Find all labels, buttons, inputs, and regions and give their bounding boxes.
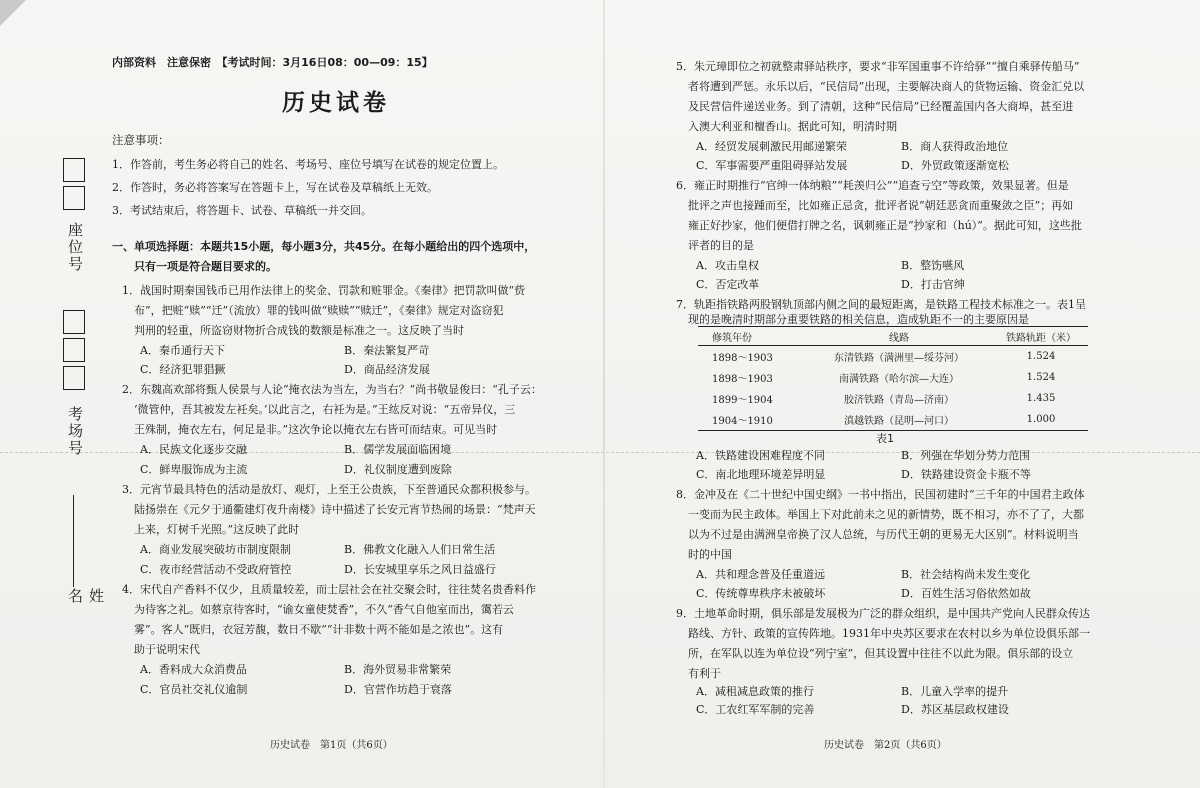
- question-8-option-a[interactable]: A．共和理念普及任重道远: [696, 568, 825, 581]
- question-1-option-a[interactable]: A．秦币通行天下: [140, 344, 225, 357]
- question-9-option-a[interactable]: A．减租减息政策的推行: [696, 685, 814, 698]
- table-header-row: [698, 327, 1088, 346]
- question-5-line: 入澳大利亚和檀香山。据此可知，明清时期: [688, 120, 897, 133]
- question-3-option-c[interactable]: C．夜市经营活动不受政府管控: [140, 563, 292, 576]
- exam-header: 内部资料 注意保密 【考试时间：3月16日08：00—09：15】: [112, 56, 433, 69]
- right-page: [676, 0, 1186, 788]
- note-item: 1．作答前，考生务必将自己的姓名、考场号、座位号填写在试卷的规定位置上。: [112, 158, 504, 171]
- question-1-option-d[interactable]: D．商品经济发展: [344, 363, 430, 376]
- question-8-line: 一变而为民主政体。举国上下对此前未之见的新情势，既不相习，亦不了了，大都: [688, 508, 1084, 521]
- room-box-2[interactable]: [63, 338, 85, 362]
- question-5-line: 者将遭到严惩。永乐以后，“民信局”出现，主要解决商人的货物运输、资金汇兑以: [688, 80, 1085, 93]
- question-3-line: 陆扬崇在《元夕于通衢建灯夜升南楼》诗中描述了长安元宵节热闹的场景：“梵声天: [134, 503, 536, 516]
- question-2-option-a[interactable]: A．民族文化逐步交融: [140, 443, 247, 456]
- question-5-option-b[interactable]: B．商人获得政治地位: [901, 140, 1009, 153]
- question-4-line: 雾”。客人“既归，衣冠芳馥，数日不歇”“计非数十两不能如是之浓也”。这有: [134, 623, 504, 636]
- table-header-gauge: 铁路轨距（米）: [1006, 332, 1076, 344]
- table-cell-gauge: 1.524: [1026, 351, 1056, 362]
- table-cell-year: 1904～1910: [712, 416, 773, 427]
- room-label: 考场号: [66, 406, 84, 457]
- question-6-option-a[interactable]: A．攻击皇权: [696, 259, 759, 272]
- question-5-line: 5．朱元璋即位之初就整肃驿站秩序，要求“非军国重事不许给驿”“擅自乘驿传船马”: [676, 60, 1080, 73]
- page-divider: [603, 0, 605, 788]
- question-7-option-c[interactable]: C．南北地理环境差异明显: [696, 468, 826, 481]
- table-cell-line: 胶济铁路（青岛—济南）: [844, 395, 954, 406]
- question-8-option-d[interactable]: D．百姓生活习俗依然如故: [901, 587, 1031, 600]
- table-header-year: 修筑年份: [712, 332, 752, 344]
- notes-title: 注意事项：: [112, 133, 170, 147]
- table-row: [698, 367, 1088, 388]
- table-cell-gauge: 1.524: [1026, 372, 1056, 383]
- paper-title: 历史试卷: [282, 89, 390, 116]
- question-9-line: 9．土地革命时期，俱乐部是发展极为广泛的群众组织，是中国共产党向人民群众传达: [676, 607, 1090, 620]
- folded-corner: [0, 0, 26, 26]
- question-5-option-a[interactable]: A．经贸发展刺激民用邮递繁荣: [696, 140, 847, 153]
- question-3-option-b[interactable]: B．佛教文化融入人们日常生活: [344, 543, 496, 556]
- table-cell-line: 东清铁路（满洲里—绥芬河）: [834, 353, 964, 364]
- question-8-option-c[interactable]: C．传统尊卑秩序未被破坏: [696, 587, 826, 600]
- table-caption: 表1: [876, 432, 894, 445]
- table-cell-gauge: 1.000: [1026, 414, 1056, 425]
- question-4-line: 助于说明宋代: [134, 643, 200, 656]
- question-4-option-d[interactable]: D．官营作坊趋于衰落: [344, 683, 452, 696]
- table-cell-line: 南满铁路（哈尔滨—大连）: [839, 374, 959, 385]
- question-8-line: 8．金冲及在《二十世纪中国史纲》一书中指出，民国初建时“三千年的中国君主政体: [676, 488, 1085, 501]
- question-6-option-d[interactable]: D．打击官绅: [901, 278, 965, 291]
- question-1-option-c[interactable]: C．经济犯罪猖獗: [140, 363, 226, 376]
- table-row: [698, 388, 1088, 409]
- question-2-line: ‘微管仲，吾其被发左衽矣。’以此言之，右衽为是。”王纮反对说：“五帝异仪，三: [134, 403, 516, 416]
- room-box-1[interactable]: [63, 310, 85, 334]
- question-9-line: 所，在军队以连为单位设“列宁室”，但其设置中往往不以此为限。俱乐部的设立: [688, 647, 1074, 660]
- question-9-line: 路线、方针、政策的宣传阵地。1931年中央苏区要求在农村以乡为单位设俱乐部一: [688, 627, 1090, 640]
- question-2-option-c[interactable]: C．鲜卑服饰成为主流: [140, 463, 248, 476]
- railway-gauge-table: [698, 326, 1088, 431]
- page-footer-right: 历史试卷 第2页（共6页）: [824, 740, 947, 751]
- question-5-line: 及民营信件递送业务。到了清朝，这种“民信局”已经覆盖国内各大商埠，甚至进: [688, 100, 1074, 113]
- question-1-line: 判刑的轻重，所盗窃财物折合成钱的数额是标准之一。这反映了当时: [134, 324, 464, 337]
- question-1-line: 1．战国时期秦国钱币已用作法律上的奖金、罚款和赃罪金。《秦律》把罚款叫做“赀: [122, 284, 526, 297]
- question-3-line: 上来，灯树千光照。”这反映了此时: [134, 523, 300, 536]
- left-page: [112, 0, 552, 788]
- question-2-option-b[interactable]: B．儒学发展面临困境: [344, 443, 452, 456]
- page-footer-left: 历史试卷 第1页（共6页）: [270, 740, 393, 751]
- table-cell-gauge: 1.435: [1026, 393, 1056, 404]
- seat-box-2[interactable]: [63, 186, 85, 210]
- question-6-option-c[interactable]: C．否定改革: [696, 278, 760, 291]
- room-box-3[interactable]: [63, 366, 85, 390]
- question-4-option-a[interactable]: A．香料成大众消费品: [140, 663, 247, 676]
- question-8-line: 以为不过是由满洲皇帝换了汉人总统，与历代王朝的更易无大区别”。材料说明当: [688, 528, 1079, 541]
- question-4-line: 4．宋代自产香料不仅少，且质量较差，而士层社会在社交聚会时，往往焚名贵香料作: [122, 583, 536, 596]
- table-cell-year: 1898～1903: [712, 353, 773, 364]
- question-6-line: 6．雍正时期推行“官绅一体纳粮”“耗羡归公”“追查亏空”等政策，效果显著。但是: [676, 179, 1069, 192]
- question-4-line: 为待客之礼。如蔡京待客时，“谕女童使焚香”，不久“香气自他室而出，霭若云: [134, 603, 514, 616]
- table-cell-line: 滇越铁路（昆明—河口）: [844, 416, 954, 427]
- table-header-line: 线路: [889, 332, 909, 344]
- question-3-option-d[interactable]: D．长安城里享乐之风日益盛行: [344, 563, 496, 576]
- table-row: [698, 346, 1088, 367]
- question-9-option-c[interactable]: C．工农红军军制的完善: [696, 703, 815, 716]
- name-label: 姓名: [66, 588, 105, 605]
- question-4-option-c[interactable]: C．官员社交礼仪逾制: [140, 683, 248, 696]
- question-7-option-b[interactable]: B．列强在华划分势力范围: [901, 449, 1031, 462]
- question-6-line: 批评之声也接踵而至，比如雍正忌贪，批评者说“朝廷恶贪而重聚敛之臣”；再如: [688, 199, 1074, 212]
- question-4-option-b[interactable]: B．海外贸易非常繁荣: [344, 663, 452, 676]
- question-7-line: 7．轨距指铁路两股钢轨顶部内侧之间的最短距离，是铁路工程技术标准之一。表1呈: [676, 298, 1086, 311]
- question-1-line: 布”，把赃“赎”“迁”（流放）罪的钱叫做“赎赎”“赎迁”，《秦律》规定对盗窃犯: [134, 304, 504, 317]
- name-line[interactable]: [73, 495, 74, 587]
- question-9-option-d[interactable]: D．苏区基层政权建设: [901, 703, 1009, 716]
- question-9-option-b[interactable]: B．儿童入学率的提升: [901, 685, 1009, 698]
- section-heading-cont: 只有一项是符合题目要求的。: [134, 260, 277, 273]
- table-cell-year: 1898～1903: [712, 374, 773, 385]
- table-cell-year: 1899～1904: [712, 395, 773, 406]
- seat-label: 座位号: [66, 222, 84, 273]
- table-row: [698, 409, 1088, 430]
- note-item: 3．考试结束后，将答题卡、试卷、草稿纸一并交回。: [112, 204, 372, 217]
- question-5-option-c[interactable]: C．军事需要严重阻碍驿站发展: [696, 159, 848, 172]
- question-7-option-d[interactable]: D．铁路建设资金卡瓶不等: [901, 468, 1031, 481]
- question-8-line: 时的中国: [688, 548, 732, 561]
- question-8-option-b[interactable]: B．社会结构尚未发生变化: [901, 568, 1031, 581]
- question-2-option-d[interactable]: D．礼仪制度遭到废除: [344, 463, 452, 476]
- question-6-line: 评者的目的是: [688, 239, 754, 252]
- question-6-line: 雍正好抄家，他们便借打牌之名，讽刺雍正是“抄家和（hú）”。据此可知，这些批: [688, 219, 1082, 232]
- question-5-option-d[interactable]: D．外贸政策逐渐宽松: [901, 159, 1009, 172]
- question-2-line: 2．东魏高欢部将甄人侯景与人论“掩衣法为当左，为当右？”尚书敬显俊曰：“孔子云：: [122, 383, 542, 396]
- binding-margin: [55, 150, 105, 620]
- question-2-line: 王殊制，掩衣左右，何足是非。”这次争论以掩衣左右皆可而结束。可见当时: [134, 423, 498, 436]
- note-item: 2．作答时，务必将答案写在答题卡上，写在试卷及草稿纸上无效。: [112, 181, 438, 194]
- question-3-line: 3．元宵节最具特色的活动是放灯、观灯，上至王公贵族，下至普通民众都积极参与。: [122, 483, 536, 496]
- question-7-line: 现的是晚清时期部分重要铁路的相关信息，造成轨距不一的主要原因是: [688, 313, 1029, 326]
- seat-box-1[interactable]: [63, 158, 85, 182]
- question-1-option-b[interactable]: B．秦法繁复严苛: [344, 344, 430, 357]
- question-3-option-a[interactable]: A．商业发展突破坊市制度限制: [140, 543, 291, 556]
- question-6-option-b[interactable]: B．整饬嚥风: [901, 259, 965, 272]
- question-9-line: 有利于: [688, 667, 721, 680]
- section-heading: 一、单项选择题：本题共15小题，每小题3分，共45分。在每小题给出的四个选项中，: [112, 240, 536, 253]
- question-7-option-a[interactable]: A．铁路建设困难程度不同: [696, 449, 825, 462]
